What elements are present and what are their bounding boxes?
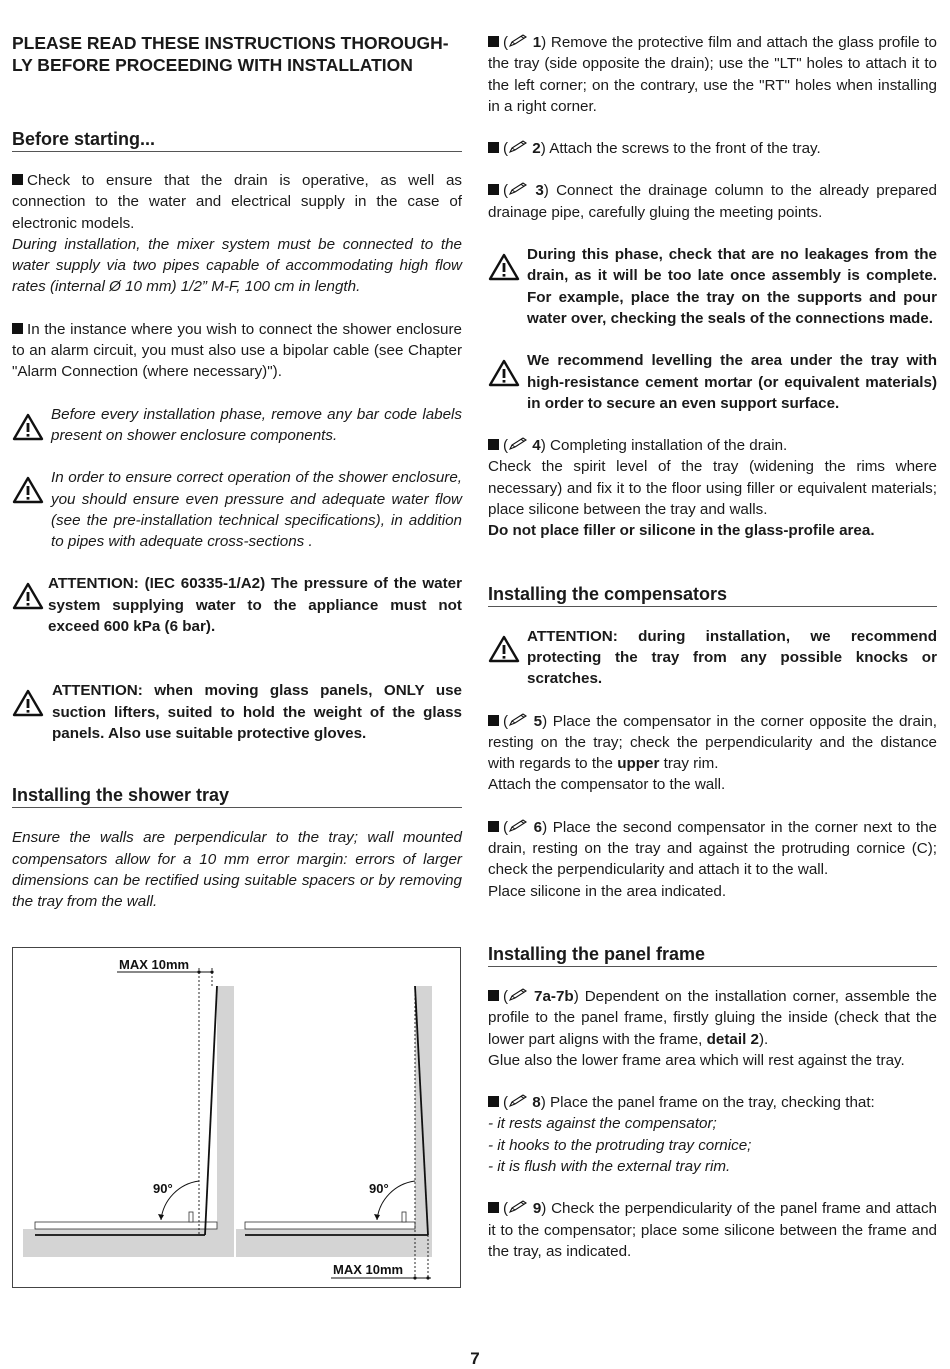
step-8-item-3: - it is flush with the external tray rim. [488,1157,731,1175]
heading-installing-compensators: Installing the compensators [488,583,937,607]
step-5: ( 5) Place the compensator in the corner opposite the drain, resting on the tray; check the perpendicularity and the distance with regards to the upper tray rim. [488,712,937,773]
angle-90-right-label: 90° [369,1181,389,1196]
warning-iec-pressure: ATTENTION: (IEC 60335-1/A2) The pressure of the water system supplying water to the appliance must not exceed 600 kPa (6 bar). [12,573,462,637]
pencil-icon [508,1200,528,1214]
bullet-square-icon [488,439,499,450]
warning-pressure-flow: In order to ensure correct operation of the shower enclosure, you should ensure even pressure and adequate water flow (see the pre-installation technical specifications), in addition to pipes with adequate cross-sections . [12,467,462,552]
pencil-icon [508,713,528,727]
heading-before-starting: Before starting... [12,128,462,152]
main-title: PLEASE READ THESE INSTRUCTIONS THOROUGH-LY BEFORE PROCEEDING WITH INSTALLATION [12,33,449,75]
pencil-icon [508,819,528,833]
pencil-icon [508,34,528,48]
tray-diagram-svg [13,948,460,1287]
warning-triangle-icon [12,688,44,718]
page-number: 7 [470,1349,480,1368]
warning-triangle-icon [12,581,44,611]
pencil-icon [508,140,528,154]
warning-protect-tray: ATTENTION: during installation, we recommend protecting the tray from any possible knocks or scratches. [488,626,937,690]
paragraph-mixer-note: During installation, the mixer system must be connected to the water supply via two pipes capable of accommodating high flow rates (internal Ø 10 mm) 1/2” M-F, 100 cm in length. [12,235,462,296]
paragraph-tray-walls: Ensure the walls are perpendicular to the tray; wall mounted compensators allow for a 10 mm error margin: errors of larger dimensions can be rectified using suitable spacers or by removing the tray from the wall. [12,829,462,911]
heading-installing-shower-tray: Installing the shower tray [12,784,462,808]
max-10mm-bottom-label: MAX 10mm [333,1262,404,1277]
step-6: ( 6) Place the second compensator in the corner next to the drain, resting on the tray and against the protruding cornice (C); check the perpendicularity and attach it to the wall. [488,818,937,879]
warning-drain-leakage: During this phase, check that are no leakages from the drain, as it will be too late once assembly is complete. For example, place the tray on the supports and pour water over, checking the seals of the connections made. [488,244,937,329]
step-8-item-1: - it rests against the compensator; [488,1115,717,1133]
warning-glass-panels: ATTENTION: when moving glass panels, ONLY use suction lifters, suited to hold the weight of the glass panels. Also use suitable protective gloves. [12,680,462,744]
bullet-square-icon [488,990,499,1001]
bullet-square-icon [488,142,499,153]
warning-triangle-icon [488,252,520,282]
pencil-icon [508,1094,528,1108]
bullet-square-icon [488,1202,499,1213]
bullet-square-icon [12,323,23,334]
bullet-square-icon [488,715,499,726]
bullet-square-icon [12,174,23,185]
step-7: ( 7a-7b) Dependent on the installation corner, assemble the profile to the panel frame, firstly gluing the inside (check that the lower part aligns with the frame, detail 2). [488,987,937,1048]
warning-barcode: Before every installation phase, remove any bar code labels present on shower enclosure components. [12,404,462,447]
bullet-square-icon [488,36,499,47]
bullet-square-icon [488,1096,499,1107]
step-4: ( 4) Completing installation of the drain. [488,435,937,456]
pencil-icon [508,988,528,1002]
bullet-square-icon [488,821,499,832]
pencil-icon [508,437,528,451]
max-10mm-top-label: MAX 10mm [119,957,190,972]
step-6-silicone: Place silicone in the area indicated. [488,882,727,900]
right-column [488,32,937,1262]
step-2: ( 2) Attach the screws to the front of the tray. [488,138,937,159]
tray-installation-diagram [12,947,461,1288]
angle-90-left-label: 90° [153,1181,173,1196]
step-4-no-filler: Do not place filler or silicone in the glass-profile area. [488,522,875,540]
pencil-icon [508,182,528,196]
paragraph-check-drain: Check to ensure that the drain is operative, as well as connection to the water and electrical supply in the case of electronic models. [12,172,462,232]
step-7-glue: Glue also the lower frame area which will rest against the tray. [488,1051,905,1069]
step-9: ( 9) Check the perpendicularity of the panel frame and attach it to the compensator; place some silicone between the frame and the tray, as indicated. [488,1200,937,1260]
heading-installing-panel-frame: Installing the panel frame [488,943,937,967]
warning-triangle-icon [12,412,44,442]
warning-triangle-icon [488,634,520,664]
warning-triangle-icon [488,358,520,388]
step-1: ( 1) Remove the protective film and attach the glass profile to the tray (side opposite the drain); use the "LT" holes to attach it to the left corner; on the contrary, use the "RT" holes when installing in a right corner. [488,34,937,115]
bullet-square-icon [488,184,499,195]
step-5-attach: Attach the compensator to the wall. [488,776,726,794]
step-8: ( 8) Place the panel frame on the tray, checking that: [488,1092,937,1113]
paragraph-alarm-circuit: In the instance where you wish to connect the shower enclosure to an alarm circuit, you must also use a bipolar cable (see Chapter "Alarm Connection (where necessary)"). [12,320,462,381]
warning-triangle-icon [12,475,44,505]
step-3: ( 3) Connect the drainage column to the already prepared drainage pipe, carefully gluing the meeting points. [488,182,937,221]
warning-levelling: We recommend levelling the area under the tray with high-resistance cement mortar (or equivalent materials) in order to secure an even support surface. [488,350,937,414]
left-column [12,32,462,912]
step-8-item-2: - it hooks to the protruding tray cornice; [488,1136,752,1154]
step-4-spirit-level: Check the spirit level of the tray (widening the rims where necessary) and fix it to the floor using filler or equivalent materials; place silicone between the tray and walls. [488,458,937,519]
